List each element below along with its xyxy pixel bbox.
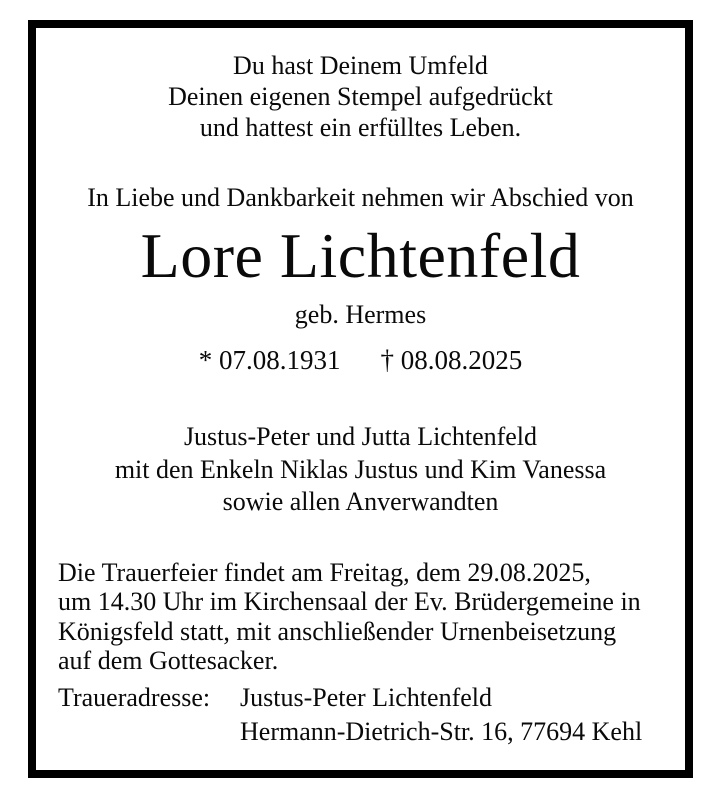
epigraph-line-2: Deinen eigenen Stempel aufgedrückt <box>168 82 553 111</box>
birth-date: * 07.08.1931 <box>198 345 341 375</box>
life-dates <box>36 345 685 376</box>
mourners-line-3: sowie allen Anverwandten <box>222 487 499 516</box>
epigraph-line-1: Du hast Deinem Umfeld <box>233 51 488 80</box>
condolence-address-name: Justus-Peter Lichtenfeld <box>240 682 492 712</box>
condolence-address-row <box>36 681 685 749</box>
mourners-block <box>36 421 685 519</box>
epigraph-verse <box>36 50 685 143</box>
deceased-name: Lore Lichtenfeld <box>140 220 581 291</box>
funeral-details-line-1: Die Trauerfeier findet am Freitag, dem 29.08.2025, <box>58 557 591 587</box>
epigraph-line-3: und hattest ein erfülltes Leben. <box>199 113 522 142</box>
farewell-intro: In Liebe und Dankbarkeit nehmen wir Abschied von <box>87 183 634 212</box>
death-date: † 08.08.2025 <box>380 345 523 375</box>
obituary-notice-frame <box>28 20 693 778</box>
mourners-line-2: mit den Enkeln Niklas Justus und Kim Vanessa <box>114 454 607 484</box>
mourners-line-1: Justus-Peter und Jutta Lichtenfeld <box>183 422 538 451</box>
funeral-details-line-3: Königsfeld statt, mit anschließender Urnenbeisetzung <box>58 616 617 646</box>
funeral-details <box>36 558 685 676</box>
condolence-address-label: Traueradresse: <box>58 682 211 712</box>
maiden-name: geb. Hermes <box>294 300 427 329</box>
funeral-details-line-4: auf dem Gottesacker. <box>58 646 279 675</box>
funeral-details-line-2: um 14.30 Uhr im Kirchensaal der Ev. Brüdergemeine in <box>58 587 641 616</box>
condolence-address-street: Hermann-Dietrich-Str. 16, 77694 Kehl <box>240 716 643 746</box>
condolence-address-block <box>240 681 685 749</box>
